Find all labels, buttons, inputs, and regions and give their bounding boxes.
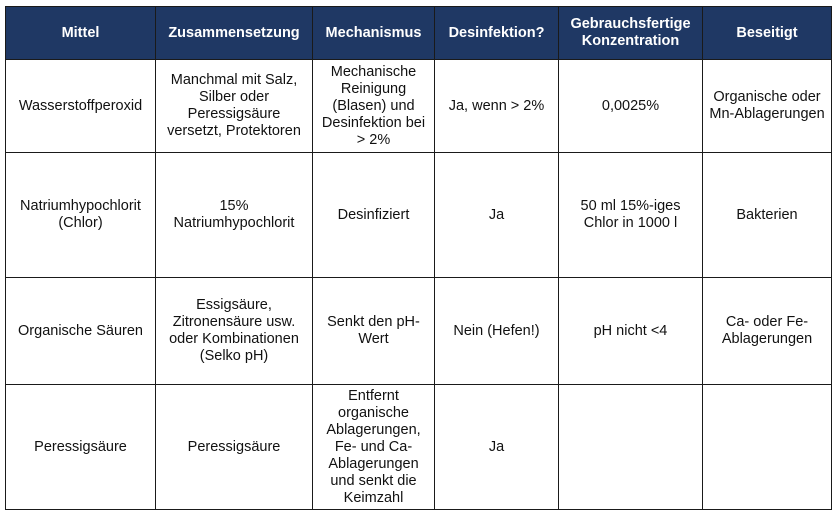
cell-beseitigt: Ca- oder Fe-Ablagerungen [703,278,832,385]
header-zusammensetzung: Zusammensetzung [156,7,313,60]
header-beseitigt: Beseitigt [703,7,832,60]
header-desinfektion: Desinfektion? [435,7,559,60]
cell-mechanismus: Desinfiziert [313,153,435,278]
cell-konzentration: 0,0025% [559,60,703,153]
cell-konzentration [559,385,703,510]
cell-zusammensetzung: Peressigsäure [156,385,313,510]
table-row [6,278,832,385]
cell-mechanismus: Mechanische Reinigung (Blasen) und Desinfektion bei > 2% [313,60,435,153]
comparison-table [5,6,832,510]
table-row [6,385,832,510]
cell-mittel: Organische Säuren [6,278,156,385]
cell-mechanismus: Entfernt organische Ablagerungen, Fe- und Ca-Ablagerungen und senkt die Keimzahl [313,385,435,510]
cell-mittel: Wasserstoffperoxid [6,60,156,153]
cell-desinfektion: Ja [435,385,559,510]
table-body [6,60,832,510]
header-mechanismus: Mechanismus [313,7,435,60]
cell-mittel: Natriumhypochlorit (Chlor) [6,153,156,278]
cell-desinfektion: Nein (Hefen!) [435,278,559,385]
header-konzentration: Gebrauchsfertige Konzentration [559,7,703,60]
cell-zusammensetzung: Manchmal mit Salz, Silber oder Peressigsäure versetzt, Protektoren [156,60,313,153]
cell-desinfektion: Ja, wenn > 2% [435,60,559,153]
cell-konzentration: 50 ml 15%-iges Chlor in 1000 l [559,153,703,278]
cell-konzentration: pH nicht <4 [559,278,703,385]
cell-beseitigt [703,385,832,510]
cell-beseitigt: Organische oder Mn-Ablagerungen [703,60,832,153]
cell-beseitigt: Bakterien [703,153,832,278]
cell-zusammensetzung: 15% Natriumhypochlorit [156,153,313,278]
header-mittel: Mittel [6,7,156,60]
cell-zusammensetzung: Essigsäure, Zitronensäure usw. oder Kombinationen (Selko pH) [156,278,313,385]
header-row [6,7,832,60]
table-row [6,153,832,278]
cell-mittel: Peressigsäure [6,385,156,510]
cell-desinfektion: Ja [435,153,559,278]
table-row [6,60,832,153]
cell-mechanismus: Senkt den pH-Wert [313,278,435,385]
table-header [6,7,832,60]
